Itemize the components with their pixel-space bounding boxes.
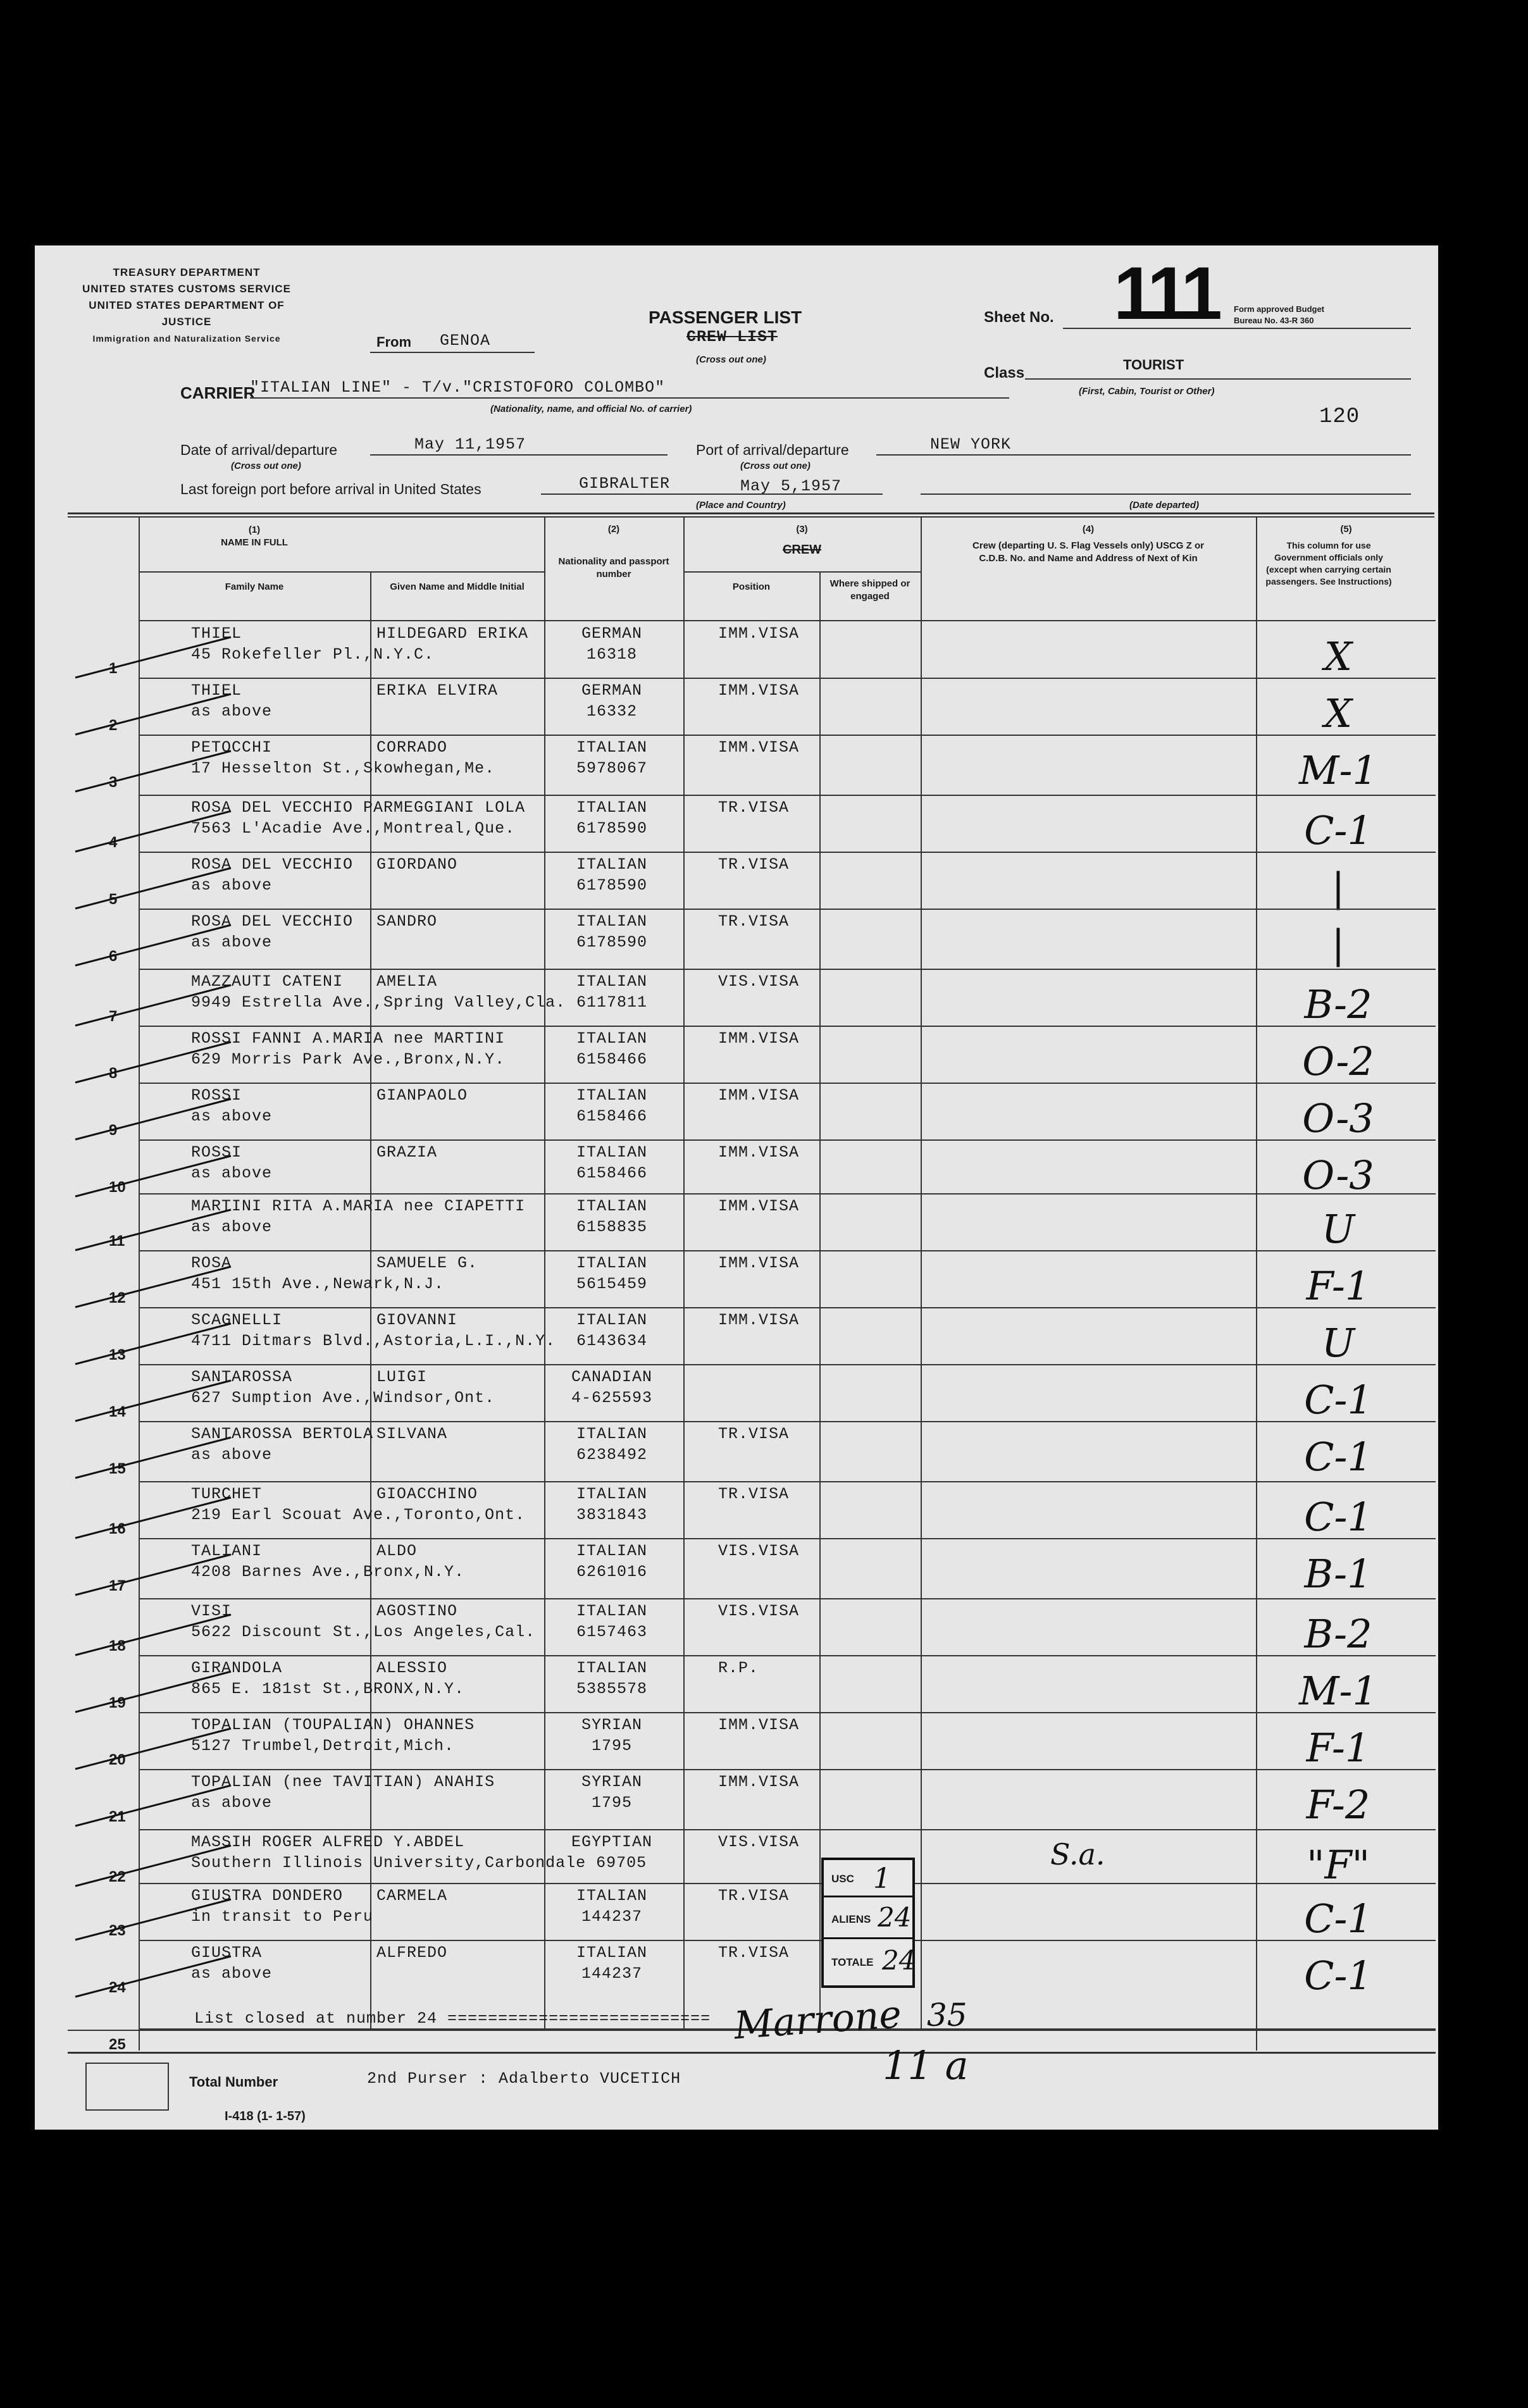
nationality: ITALIAN [576, 1944, 648, 1962]
table-row [35, 1308, 1438, 1365]
row-number: 10 [109, 1179, 126, 1196]
address: Southern Illinois University,Carbondale 69705 [191, 1854, 647, 1872]
col2-number: (2) [607, 524, 620, 535]
family-name: ROSA DEL VECCHIO PARMEGGIANI LOLA [191, 798, 526, 817]
family-name-header: Family Name [225, 581, 284, 592]
passport-number: 144237 [581, 1908, 642, 1926]
family-name: VISI [191, 1602, 232, 1620]
position-visa: VIS.VISA [718, 972, 800, 991]
given-name: AMELIA [376, 972, 438, 991]
agency-line: UNITED STATES DEPARTMENT OF JUSTICE [89, 299, 285, 328]
position-header: Position [732, 581, 771, 592]
given-name: SILVANA [376, 1425, 448, 1443]
family-name: SCAGNELLI [191, 1311, 283, 1329]
row-number: 5 [109, 891, 118, 908]
family-name: THIEL [191, 681, 242, 700]
address: in transit to Peru [191, 1908, 374, 1926]
address: as above [191, 933, 273, 952]
place-note: (Place and Country) [696, 500, 786, 511]
address: as above [191, 1964, 273, 1983]
position-visa: IMM.VISA [718, 1029, 800, 1048]
table-row [35, 1599, 1438, 1656]
given-name: CORRADO [376, 738, 448, 757]
position-visa: IMM.VISA [718, 1254, 800, 1272]
official-use-header: This column for use Government officials only (except when carrying certain passengers. See Instructions) [1265, 540, 1392, 586]
official-mark: B-1 [1304, 1551, 1372, 1597]
family-name: ROSA DEL VECCHIO [191, 912, 354, 931]
official-mark: O-2 [1302, 1038, 1374, 1084]
given-name: HILDEGARD ERIKA [376, 624, 529, 643]
row-number: 16 [109, 1520, 126, 1537]
page-number: 120 [1319, 405, 1360, 429]
row-number: 17 [109, 1577, 126, 1594]
check-mark [73, 807, 237, 858]
address: as above [191, 1794, 273, 1812]
given-name: ERIKA ELVIRA [376, 681, 499, 700]
family-name: THIEL [191, 624, 242, 643]
table-row [35, 1422, 1438, 1482]
row-number: 2 [109, 717, 118, 734]
table-row [35, 1141, 1438, 1198]
address: 451 15th Ave.,Newark,N.J. [191, 1275, 445, 1293]
given-name: GIOVANNI [376, 1311, 458, 1329]
list-closed-line: List closed at number 24 ========================== [194, 2009, 711, 2028]
handwritten-35: 35 [927, 1997, 967, 2033]
official-mark: C-1 [1304, 1377, 1372, 1423]
passport-number: 6158835 [576, 1218, 648, 1236]
row-number: 11 [109, 1232, 125, 1250]
row-number: 12 [109, 1289, 126, 1306]
address: 17 Hesselton St.,Skowhegan,Me. [191, 759, 495, 778]
manifest-sheet [35, 245, 1438, 2130]
official-mark: "F" [1306, 1842, 1370, 1888]
carrier-value: "ITALIAN LINE" - T/v."CRISTOFORO COLOMBO" [250, 378, 666, 397]
agency-block [73, 264, 301, 347]
arrival-port-value: NEW YORK [930, 435, 1012, 454]
aliens-value: 24 [878, 1902, 912, 1933]
row-number: 7 [109, 1008, 118, 1025]
position-visa: R.P. [718, 1659, 759, 1677]
table-row [35, 853, 1438, 910]
family-name: ROSA DEL VECCHIO [191, 855, 354, 874]
check-mark [73, 1434, 237, 1484]
table-row [35, 1251, 1438, 1308]
check-mark [73, 981, 237, 1032]
nationality: ITALIAN [576, 798, 648, 817]
crew-header: Crew (departing U. S. Flag Vessels only) USCG Z or C.D.B. No. and Name and Address of Next of Kin [972, 540, 1204, 564]
address: as above [191, 1164, 273, 1182]
row-number: 19 [109, 1694, 126, 1711]
given-name: ALFREDO [376, 1944, 448, 1962]
address: as above [191, 876, 273, 895]
check-mark [73, 1377, 237, 1427]
official-mark: F-1 [1306, 1725, 1370, 1771]
col1-title: NAME IN FULL [221, 537, 288, 548]
nationality: ITALIAN [576, 912, 648, 931]
official-mark: U [1321, 1320, 1355, 1366]
table-row [35, 1830, 1438, 1888]
passport-number: 144237 [581, 1964, 642, 1983]
alien-count-stamp [821, 1858, 915, 1988]
given-name: GIANPAOLO [376, 1086, 468, 1105]
table-row [35, 796, 1438, 853]
family-name: PETOCCHI [191, 738, 273, 757]
position-visa: TR.VISA [718, 798, 790, 817]
official-mark: B-2 [1304, 1611, 1372, 1657]
nationality: CANADIAN [571, 1368, 653, 1386]
class-value: TOURIST [1123, 357, 1184, 373]
nationality: ITALIAN [576, 972, 648, 991]
last-port-label: Last foreign port before arrival in United States [180, 481, 481, 497]
aliens-label: ALIENS [831, 1913, 871, 1925]
passport-number: 1795 [591, 1794, 632, 1812]
table-row [35, 1084, 1438, 1141]
position-visa: IMM.VISA [718, 1311, 800, 1329]
agency-line: UNITED STATES CUSTOMS SERVICE [82, 283, 291, 295]
official-mark: F-2 [1306, 1782, 1370, 1828]
given-name-header: Given Name and Middle Initial [390, 581, 525, 592]
family-name: MARTINI RITA A.MARIA nee CIAPETTI [191, 1197, 526, 1215]
nationality: SYRIAN [581, 1716, 642, 1734]
given-name: CARMELA [376, 1887, 448, 1905]
sheet-label: Sheet No. [984, 309, 1054, 326]
row-number: 15 [109, 1460, 126, 1477]
family-name: GIUSTRA [191, 1944, 263, 1962]
passport-number: 6238492 [576, 1446, 648, 1464]
address: 627 Sumption Ave.,Windsor,Ont. [191, 1389, 495, 1407]
family-name: GIUSTRA DONDERO [191, 1887, 344, 1905]
nationality: ITALIAN [576, 855, 648, 874]
nationality: ITALIAN [576, 1143, 648, 1162]
class-note: (First, Cabin, Tourist or Other) [1079, 386, 1215, 397]
check-mark [73, 1038, 237, 1089]
given-name: GIORDANO [376, 855, 458, 874]
family-name: SANTAROSSA BERTOLA [191, 1425, 374, 1443]
row-25-number: 25 [109, 2036, 126, 2053]
row-number: 24 [109, 1979, 126, 1996]
position-visa: TR.VISA [718, 1485, 790, 1503]
passport-number: 6157463 [576, 1623, 648, 1641]
family-name: SANTAROSSA [191, 1368, 293, 1386]
check-mark [73, 1206, 237, 1257]
agency-line: TREASURY DEPARTMENT [113, 266, 261, 278]
family-name: GIRANDOLA [191, 1659, 283, 1677]
table-row [35, 1027, 1438, 1084]
row-number: 9 [109, 1122, 118, 1139]
date-departed-note: (Date departed) [1129, 500, 1200, 511]
col3-number: (3) [796, 524, 808, 535]
nationality: ITALIAN [576, 1659, 648, 1677]
form-id: I-418 (1- 1-57) [225, 2109, 306, 2123]
check-mark [73, 1263, 237, 1313]
totale-value: 24 [882, 1945, 916, 1976]
last-port-date: May 5,1957 [740, 477, 842, 495]
last-port-value: GIBRALTER [579, 475, 671, 493]
passport-number: 6117811 [576, 993, 648, 1012]
check-mark [73, 690, 237, 741]
row-number: 14 [109, 1403, 126, 1420]
official-mark: C-1 [1304, 1494, 1372, 1540]
usc-value: 1 [873, 1863, 891, 1895]
table-row [35, 1482, 1438, 1539]
address: as above [191, 1107, 273, 1126]
passport-number: 6158466 [576, 1164, 648, 1182]
family-name: MASSIH ROGER ALFRED Y.ABDEL [191, 1833, 465, 1851]
nationality: ITALIAN [576, 1425, 648, 1443]
given-name: AGOSTINO [376, 1602, 458, 1620]
passport-number: 6158466 [576, 1107, 648, 1126]
table-row [35, 1884, 1438, 1941]
totale-label: TOTALE [831, 1956, 874, 1968]
address: as above [191, 1446, 273, 1464]
official-mark: X [1324, 690, 1353, 736]
passport-number: 5385578 [576, 1680, 648, 1698]
check-mark [73, 1320, 237, 1370]
form-title: PASSENGER LIST [649, 307, 802, 327]
check-mark [73, 1896, 237, 1946]
carrier-label: CARRIER [180, 383, 256, 402]
check-mark [73, 921, 237, 972]
given-name: GIOACCHINO [376, 1485, 478, 1503]
official-mark: C-1 [1304, 1434, 1372, 1480]
usc-label: USC [831, 1873, 854, 1885]
table-row [35, 1713, 1438, 1770]
nationality: ITALIAN [576, 1029, 648, 1048]
nationality: ITALIAN [576, 1197, 648, 1215]
row-number: 4 [109, 834, 118, 851]
nationality: ITALIAN [576, 738, 648, 757]
official-mark: O-3 [1302, 1095, 1374, 1141]
address: 4711 Ditmars Blvd.,Astoria,L.I.,N.Y. [191, 1332, 556, 1350]
table-row [35, 1539, 1438, 1599]
carrier-note: (Nationality, name, and official No. of carrier) [490, 404, 692, 414]
family-name: TOPALIAN (nee TAVITIAN) ANAHIS [191, 1773, 495, 1791]
position-visa: IMM.VISA [718, 738, 800, 757]
passport-number: 6158466 [576, 1050, 648, 1069]
purser-line: 2nd Purser : Adalberto VUCETICH [367, 2070, 681, 2088]
passport-number: 16332 [586, 702, 637, 721]
address: as above [191, 702, 273, 721]
position-visa: IMM.VISA [718, 1773, 800, 1791]
check-mark [73, 1952, 237, 2003]
nationality: ITALIAN [576, 1887, 648, 1905]
official-mark: F-1 [1306, 1263, 1370, 1309]
sheet-number: 111 [1114, 252, 1219, 335]
check-mark [73, 864, 237, 915]
handwritten-sa: S.a. [1050, 1837, 1105, 1871]
nationality-header: Nationality and passport number [558, 556, 669, 580]
nationality: GERMAN [581, 681, 642, 700]
nationality: ITALIAN [576, 1086, 648, 1105]
row-number: 13 [109, 1346, 126, 1363]
family-name: ROSA [191, 1254, 232, 1272]
position-visa: IMM.VISA [718, 1086, 800, 1105]
position-visa: VIS.VISA [718, 1833, 800, 1851]
row-number: 23 [109, 1922, 126, 1939]
check-mark [73, 1494, 237, 1544]
signature: Marrone [732, 1992, 903, 2049]
form-approval-note: Form approved Budget Bureau No. 43-R 360 [1234, 304, 1325, 325]
address: as above [191, 1218, 273, 1236]
nationality: SYRIAN [581, 1773, 642, 1791]
class-label: Class [984, 364, 1025, 382]
check-mark [73, 747, 237, 798]
given-name: ALDO [376, 1542, 418, 1560]
family-name: ROSSI [191, 1086, 242, 1105]
nationality: ITALIAN [576, 1254, 648, 1272]
passport-number: 16318 [586, 645, 637, 664]
arrival-date-note: (Cross out one) [231, 461, 301, 471]
table-row [35, 970, 1438, 1027]
family-name: TALIANI [191, 1542, 263, 1560]
address: 5622 Discount St.,Los Angeles,Cal. [191, 1623, 536, 1641]
row-number: 20 [109, 1751, 126, 1768]
position-visa: IMM.VISA [718, 624, 800, 643]
family-name: ROSSI FANNI A.MARIA nee MARTINI [191, 1029, 506, 1048]
address: 4208 Barnes Ave.,Bronx,N.Y. [191, 1563, 465, 1581]
address: 865 E. 181st St.,BRONX,N.Y. [191, 1680, 465, 1698]
position-visa: VIS.VISA [718, 1602, 800, 1620]
official-mark: C-1 [1304, 807, 1372, 853]
check-mark [73, 1611, 237, 1661]
agency-line: Immigration and Naturalization Service [92, 333, 281, 344]
family-name: ROSSI [191, 1143, 242, 1162]
position-visa: IMM.VISA [718, 1197, 800, 1215]
row-number: 21 [109, 1808, 126, 1825]
passport-number: 4-625593 [571, 1389, 653, 1407]
row-number: 22 [109, 1868, 126, 1885]
col1-number: (1) [248, 524, 261, 535]
official-mark: | [1331, 864, 1345, 910]
passport-number: 3831843 [576, 1506, 648, 1524]
check-mark [73, 1551, 237, 1601]
from-label: From [376, 334, 411, 350]
total-number-box [85, 2063, 169, 2111]
official-mark: X [1324, 633, 1353, 680]
arrival-date-value: May 11,1957 [414, 435, 526, 454]
table-row [35, 1770, 1438, 1830]
nationality: ITALIAN [576, 1542, 648, 1560]
passport-number: 6178590 [576, 933, 648, 952]
table-row [35, 622, 1438, 679]
arrival-port-note: (Cross out one) [740, 461, 811, 471]
position-visa: IMM.VISA [718, 1716, 800, 1734]
table-row [35, 1365, 1438, 1422]
from-value: GENOA [440, 332, 491, 350]
nationality: ITALIAN [576, 1602, 648, 1620]
official-mark: C-1 [1304, 1952, 1372, 1999]
address: 629 Morris Park Ave.,Bronx,N.Y. [191, 1050, 506, 1069]
address: 5127 Trumbel,Detroit,Mich. [191, 1737, 455, 1755]
nationality: ITALIAN [576, 1485, 648, 1503]
position-visa: TR.VISA [718, 912, 790, 931]
table-row [35, 1656, 1438, 1713]
check-mark [73, 1725, 237, 1775]
check-mark [73, 1668, 237, 1718]
given-name: SANDRO [376, 912, 438, 931]
position-visa: TR.VISA [718, 1887, 790, 1905]
passport-number: 5615459 [576, 1275, 648, 1293]
address: 7563 L'Acadie Ave.,Montreal,Que. [191, 819, 516, 838]
given-name: GRAZIA [376, 1143, 438, 1162]
family-name: TOPALIAN (TOUPALIAN) OHANNES [191, 1716, 475, 1734]
row-number: 6 [109, 948, 118, 965]
official-mark: C-1 [1304, 1896, 1372, 1942]
row-number: 8 [109, 1065, 118, 1082]
col1-header [139, 524, 370, 549]
row-number: 3 [109, 774, 118, 791]
nationality: ITALIAN [576, 1311, 648, 1329]
official-mark: M-1 [1299, 1668, 1377, 1714]
total-number-label: Total Number [189, 2074, 278, 2090]
row-number: 18 [109, 1637, 126, 1654]
passport-number: 6178590 [576, 876, 648, 895]
form-title-crossed: CREW LIST [686, 328, 778, 346]
position-visa: TR.VISA [718, 1425, 790, 1443]
position-visa: TR.VISA [718, 855, 790, 874]
official-mark: U [1321, 1206, 1355, 1252]
family-name: MAZZAUTI CATENI [191, 972, 344, 991]
col4-number: (4) [1082, 524, 1095, 535]
passport-number: 1795 [591, 1737, 632, 1755]
position-visa: IMM.VISA [718, 681, 800, 700]
given-name: ALESSIO [376, 1659, 448, 1677]
nationality: GERMAN [581, 624, 642, 643]
row-number: 1 [109, 660, 118, 677]
position-visa: VIS.VISA [718, 1542, 800, 1560]
official-mark: B-2 [1304, 981, 1372, 1027]
address: 45 Rokefeller Pl.,N.Y.C. [191, 645, 435, 664]
col5-number: (5) [1340, 524, 1352, 535]
passport-number: 6261016 [576, 1563, 648, 1581]
passport-number: 6143634 [576, 1332, 648, 1350]
nationality: EGYPTIAN [571, 1833, 653, 1851]
passport-number: 6178590 [576, 819, 648, 838]
official-mark: O-3 [1302, 1152, 1374, 1198]
handwritten-date: 11 a [883, 2042, 969, 2088]
cross-out-note: (Cross out one) [696, 354, 766, 365]
check-mark [73, 1095, 237, 1146]
table-row [35, 910, 1438, 970]
position-visa: TR.VISA [718, 1944, 790, 1962]
address: 219 Earl Scouat Ave.,Toronto,Ont. [191, 1506, 526, 1524]
official-mark: M-1 [1299, 747, 1377, 793]
passport-number: 5978067 [576, 759, 648, 778]
table-row [35, 736, 1438, 796]
arrival-date-label: Date of arrival/departure [180, 442, 338, 458]
given-name: SAMUELE G. [376, 1254, 478, 1272]
position-visa: IMM.VISA [718, 1143, 800, 1162]
table-row [35, 679, 1438, 736]
official-mark: | [1331, 921, 1345, 967]
check-mark [73, 633, 237, 684]
col3-title: CREW [782, 543, 822, 557]
shipped-header: Where shipped or engaged [829, 578, 910, 602]
table-row [35, 1195, 1438, 1251]
address: 9949 Estrella Ave.,Spring Valley,Cla. [191, 993, 566, 1012]
check-mark [73, 1782, 237, 1832]
arrival-port-label: Port of arrival/departure [696, 442, 849, 458]
family-name: TURCHET [191, 1485, 263, 1503]
given-name: LUIGI [376, 1368, 428, 1386]
